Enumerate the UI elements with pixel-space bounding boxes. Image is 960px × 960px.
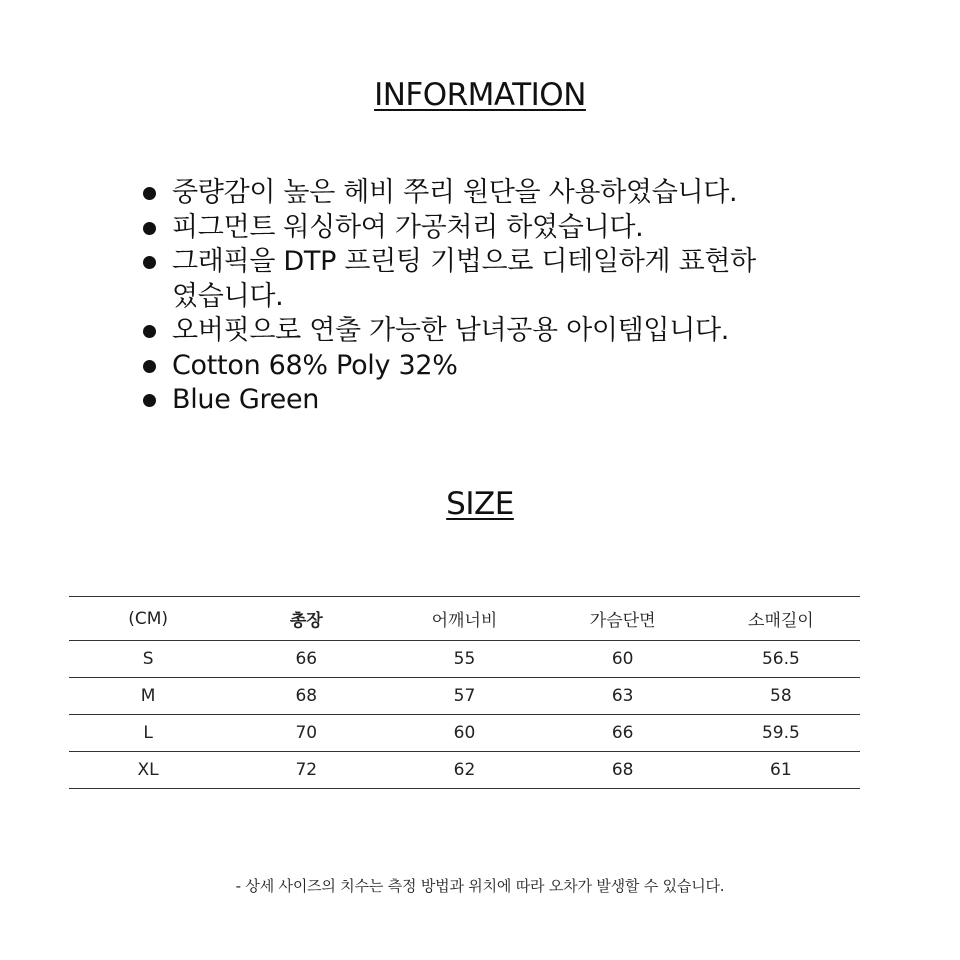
information-title: INFORMATION (374, 77, 586, 113)
table-row (69, 752, 860, 789)
table-row (69, 715, 860, 752)
info-item-text: 중량감이 높은 헤비 쭈리 원단을 사용하였습니다. (172, 177, 738, 208)
header-chest-width: 가슴단면 (544, 597, 702, 641)
bullet-icon (143, 222, 156, 235)
info-item-text: Cotton 68% Poly 32% (172, 349, 458, 381)
table-header-row (69, 597, 860, 641)
size-label: S (69, 641, 227, 678)
info-item-text: 그래픽을 DTP 프린팅 기법으로 디테일하게 표현하였습니다. (172, 246, 756, 312)
info-item-text: 피그먼트 워싱하여 가공처리 하였습니다. (172, 211, 644, 243)
info-item (140, 314, 840, 349)
header-shoulder-width: 어깨너비 (385, 597, 543, 641)
size-title: SIZE (446, 486, 514, 522)
info-item (140, 383, 840, 418)
size-label: L (69, 715, 227, 752)
table-cell: 66 (544, 715, 702, 752)
size-label: M (69, 678, 227, 715)
table-cell: 57 (385, 678, 543, 715)
info-item-text: Blue Green (172, 384, 320, 415)
table-cell: 68 (227, 678, 385, 715)
table-cell: 72 (227, 752, 385, 789)
table-cell: 56.5 (702, 641, 860, 678)
table-cell: 66 (227, 641, 385, 678)
info-item (140, 176, 840, 211)
info-item (140, 245, 772, 314)
info-item (140, 211, 840, 246)
table-row (69, 678, 860, 715)
bullet-icon (143, 394, 156, 407)
table-cell: 55 (385, 641, 543, 678)
table-cell: 68 (544, 752, 702, 789)
bullet-icon (143, 187, 156, 200)
table-cell: 62 (385, 752, 543, 789)
header-unit: (CM) (69, 597, 227, 641)
info-item-text: 오버핏으로 연출 가능한 남녀공용 아이템입니다. (172, 315, 730, 346)
header-total-length: 총장 (227, 597, 385, 641)
table-cell: 60 (385, 715, 543, 752)
information-list (140, 176, 840, 418)
bullet-icon (143, 360, 156, 373)
size-label: XL (69, 752, 227, 789)
table-cell: 70 (227, 715, 385, 752)
size-heading (0, 486, 960, 522)
table-cell: 63 (544, 678, 702, 715)
table-cell: 61 (702, 752, 860, 789)
table-cell: 59.5 (702, 715, 860, 752)
size-footnote: - 상세 사이즈의 치수는 측정 방법과 위치에 따라 오차가 발생할 수 있습니다. (235, 877, 725, 895)
header-sleeve-length: 소매길이 (702, 597, 860, 641)
table-row (69, 641, 860, 678)
table-cell: 58 (702, 678, 860, 715)
size-table (69, 596, 860, 789)
bullet-icon (143, 325, 156, 338)
information-heading (0, 77, 960, 113)
info-item (140, 349, 840, 384)
table-cell: 60 (544, 641, 702, 678)
bullet-icon (143, 256, 156, 269)
